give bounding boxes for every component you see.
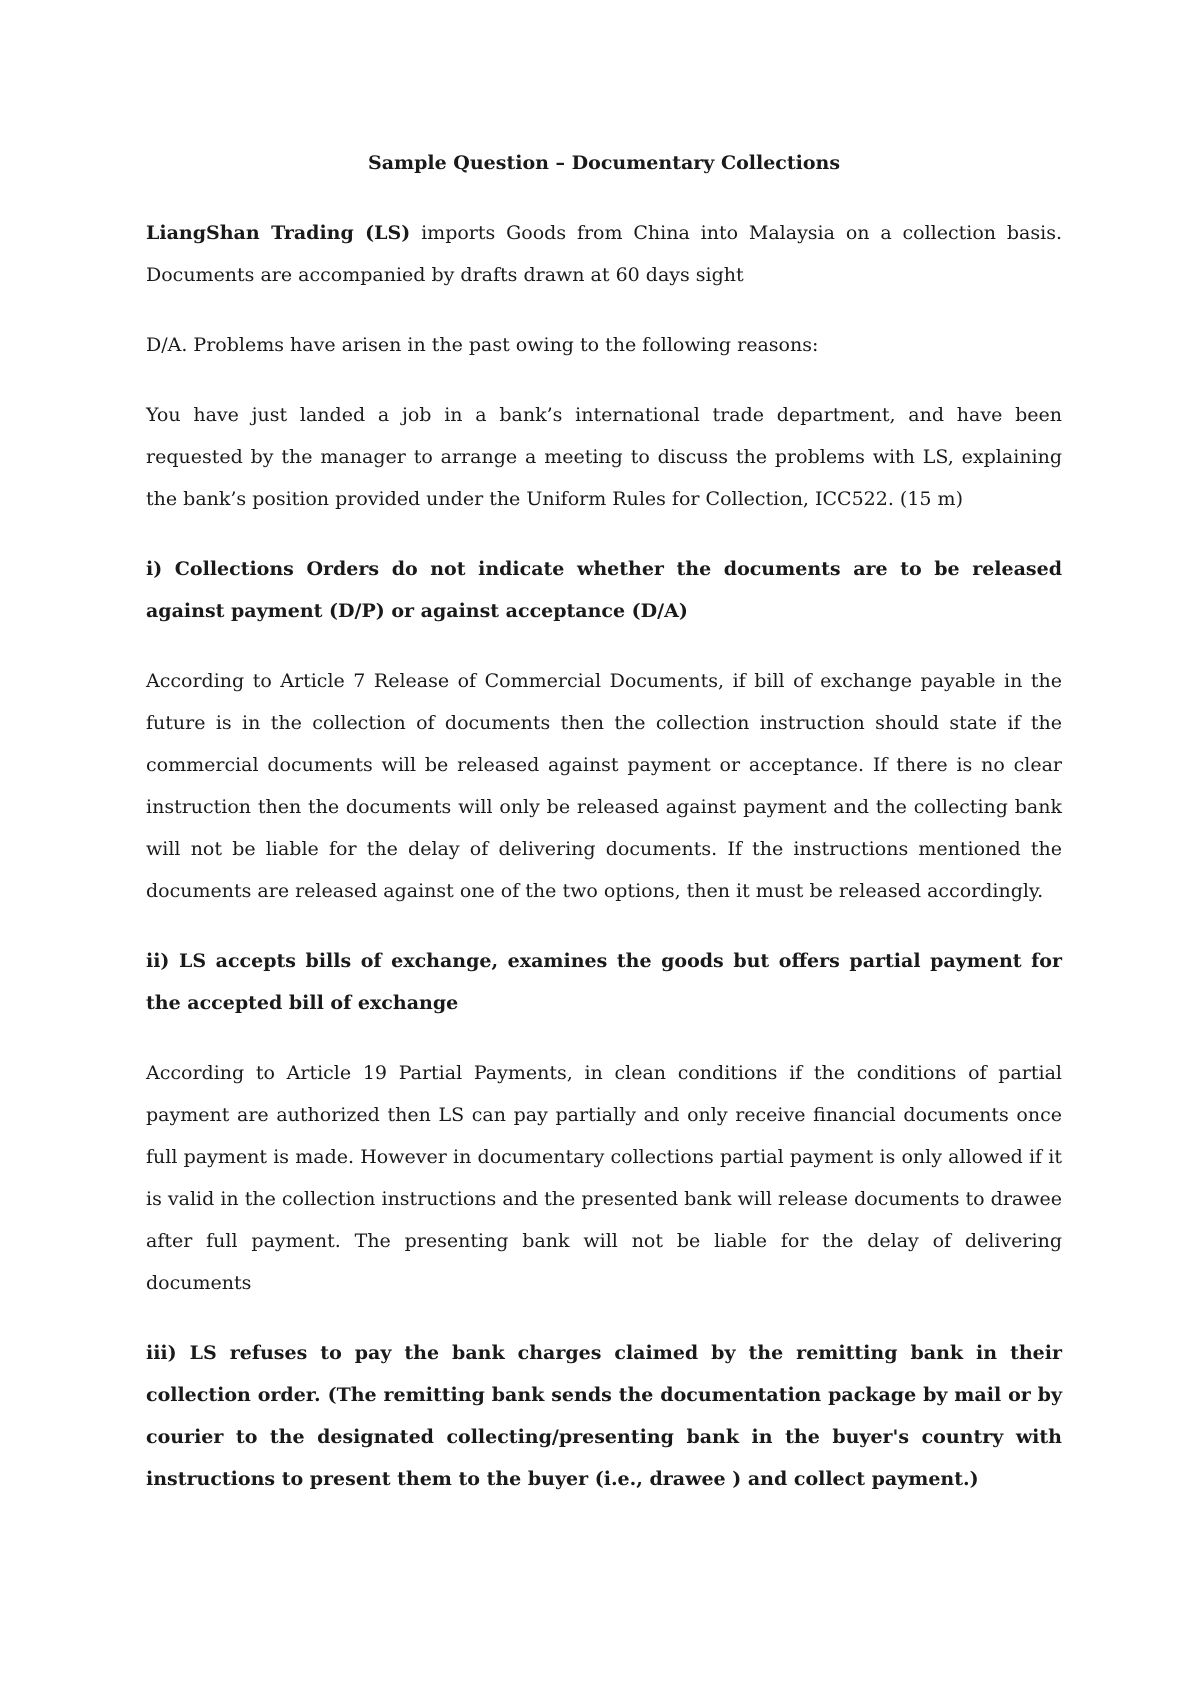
task-paragraph: You have just landed a job in a bank’s international trade department, and have been requested by the manager to arrange a meeting to discuss the problems with LS, explaining the bank’s position provided under the Uniform Rules for Collection, ICC522. (15 m) (146, 404, 1062, 510)
intro-paragraph (146, 212, 1062, 296)
document-body (146, 142, 1062, 1528)
company-name: LiangShan Trading (LS) (146, 222, 411, 244)
problems-line: D/A. Problems have arisen in the past owing to the following reasons: (146, 334, 819, 356)
intro-text: imports Goods from China into Malaysia on a collection basis. Documents are accompanied by drafts drawn at 60 days sight (146, 222, 1062, 286)
section-1-heading: i) Collections Orders do not indicate whether the documents are to be released against payment (D/P) or against acceptance (D/A) (146, 558, 1062, 622)
section-2-answer: According to Article 19 Partial Payments, in clean conditions if the conditions of partial payment are authorized then LS can pay partially and only receive financial documents once full payment is made. However in documentary collections partial payment is only allowed if it is valid in the collection instructions and the presented bank will release documents to drawee after full payment. The presenting bank will not be liable for the delay of delivering documents (146, 1062, 1062, 1294)
section-3-heading: iii) LS refuses to pay the bank charges claimed by the remitting bank in their collection order. (The remitting bank sends the documentation package by mail or by courier to the designated collecting/presenting bank in the buyer's country with instructions to present them to the buyer (i.e., drawee ) and collect payment.) (146, 1342, 1062, 1490)
document-title: Sample Question – Documentary Collections (367, 152, 841, 174)
section-1-answer: According to Article 7 Release of Commercial Documents, if bill of exchange payable in the future is in the collection of documents then the collection instruction should state if the commercial documents will be released against payment or acceptance. If there is no clear instruction then the documents will only be released against payment and the collecting bank will not be liable for the delay of delivering documents. If the instructions mentioned the documents are released against one of the two options, then it must be released accordingly. (146, 670, 1062, 902)
section-2-heading: ii) LS accepts bills of exchange, examines the goods but offers partial payment for the accepted bill of exchange (146, 950, 1062, 1014)
